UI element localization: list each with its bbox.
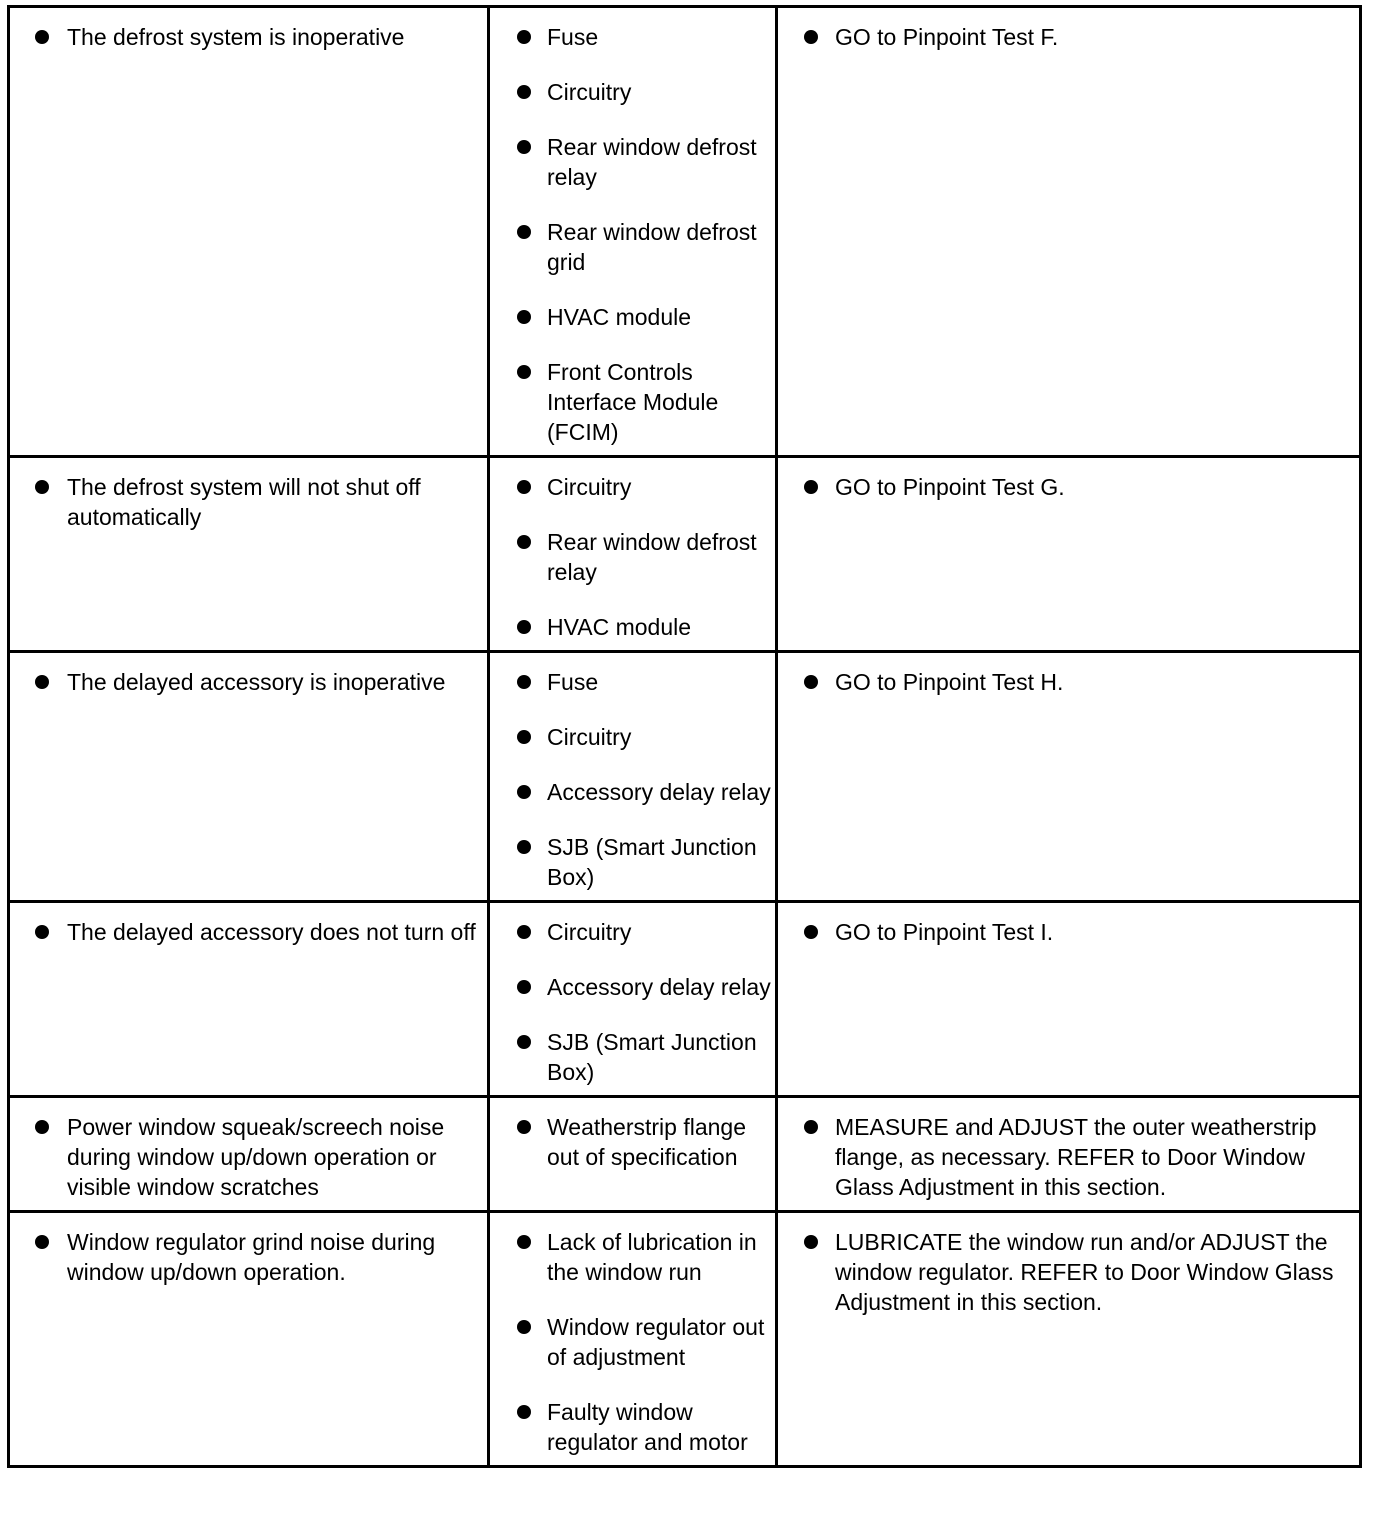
bullet-icon	[517, 225, 531, 239]
list-item	[490, 917, 775, 947]
table-row	[9, 1212, 1361, 1467]
table-row	[9, 652, 1361, 902]
bullet-icon	[517, 1235, 531, 1249]
bullet-list	[10, 917, 487, 947]
list-item-text: Rear window defrost relay	[547, 134, 757, 190]
list-item-text: HVAC module	[547, 304, 692, 330]
list-item-text: Circuitry	[547, 474, 632, 500]
bullet-icon	[517, 30, 531, 44]
list-item	[490, 357, 775, 447]
table-body	[9, 7, 1361, 1467]
table-row	[9, 902, 1361, 1097]
possible-sources-cell	[489, 902, 777, 1097]
bullet-list	[10, 1227, 487, 1287]
bullet-icon	[35, 675, 49, 689]
list-item-text: GO to Pinpoint Test H.	[835, 669, 1064, 695]
list-item-text: SJB (Smart Junction Box)	[547, 834, 757, 890]
bullet-list	[490, 917, 775, 1087]
list-item-text: Power window squeak/screech noise during window up/down operation or visible window scratches	[67, 1114, 445, 1200]
list-item	[490, 217, 775, 277]
bullet-icon	[35, 1235, 49, 1249]
bullet-list	[490, 22, 775, 447]
list-item-text: Circuitry	[547, 919, 632, 945]
bullet-icon	[517, 925, 531, 939]
list-item	[778, 472, 1359, 502]
table-row	[9, 7, 1361, 457]
list-item	[490, 1112, 775, 1172]
list-item	[778, 917, 1359, 947]
list-item	[490, 667, 775, 697]
bullet-icon	[517, 365, 531, 379]
list-item	[490, 1397, 775, 1457]
list-item-text: Accessory delay relay	[547, 779, 771, 805]
list-item-text: Accessory delay relay	[547, 974, 771, 1000]
bullet-icon	[35, 30, 49, 44]
symptom-cell	[9, 902, 489, 1097]
action-cell	[777, 457, 1361, 652]
bullet-icon	[517, 980, 531, 994]
bullet-list	[778, 472, 1359, 502]
list-item	[490, 832, 775, 892]
list-item	[778, 22, 1359, 52]
list-item	[490, 972, 775, 1002]
bullet-icon	[35, 1120, 49, 1134]
possible-sources-cell	[489, 457, 777, 652]
list-item-text: Weatherstrip flange out of specification	[547, 1114, 747, 1170]
list-item	[778, 1227, 1359, 1317]
bullet-icon	[35, 480, 49, 494]
list-item-text: Front Controls Interface Module (FCIM)	[547, 359, 719, 445]
list-item	[490, 777, 775, 807]
bullet-icon	[804, 675, 818, 689]
table-row	[9, 1097, 1361, 1212]
bullet-list	[10, 22, 487, 52]
bullet-icon	[804, 1235, 818, 1249]
list-item	[10, 917, 487, 947]
bullet-list	[10, 667, 487, 697]
bullet-icon	[804, 1120, 818, 1134]
list-item	[10, 22, 487, 52]
list-item	[490, 1027, 775, 1087]
list-item-text: The defrost system will not shut off automatically	[67, 474, 421, 530]
list-item	[490, 132, 775, 192]
bullet-list	[490, 1227, 775, 1457]
list-item-text: LUBRICATE the window run and/or ADJUST the window regulator. REFER to Door Window Glass Adjustment in this section.	[835, 1229, 1334, 1315]
list-item	[10, 472, 487, 532]
bullet-icon	[517, 310, 531, 324]
list-item-text: GO to Pinpoint Test G.	[835, 474, 1065, 500]
list-item	[490, 722, 775, 752]
list-item	[778, 667, 1359, 697]
list-item	[490, 1227, 775, 1287]
list-item-text: Fuse	[547, 24, 599, 50]
list-item-text: Rear window defrost grid	[547, 219, 757, 275]
list-item-text: MEASURE and ADJUST the outer weatherstrip flange, as necessary. REFER to Door Window Glass Adjustment in this section.	[835, 1114, 1317, 1200]
list-item-text: Rear window defrost relay	[547, 529, 757, 585]
list-item-text: GO to Pinpoint Test I.	[835, 919, 1054, 945]
list-item	[10, 1227, 487, 1287]
list-item-text: Circuitry	[547, 79, 632, 105]
possible-sources-cell	[489, 652, 777, 902]
list-item-text: The defrost system is inoperative	[67, 24, 405, 50]
bullet-icon	[517, 85, 531, 99]
list-item-text: HVAC module	[547, 614, 692, 640]
symptom-cell	[9, 7, 489, 457]
symptom-chart-table	[7, 5, 1362, 1468]
bullet-icon	[517, 840, 531, 854]
action-cell	[777, 902, 1361, 1097]
action-cell	[777, 652, 1361, 902]
symptom-cell	[9, 1212, 489, 1467]
bullet-list	[490, 1112, 775, 1172]
list-item-text: The delayed accessory is inoperative	[67, 669, 446, 695]
list-item	[10, 1112, 487, 1202]
list-item	[10, 667, 487, 697]
bullet-icon	[517, 1320, 531, 1334]
symptom-cell	[9, 652, 489, 902]
list-item-text: Fuse	[547, 669, 599, 695]
bullet-icon	[517, 1035, 531, 1049]
bullet-list	[10, 1112, 487, 1202]
bullet-icon	[517, 620, 531, 634]
bullet-icon	[517, 675, 531, 689]
list-item	[490, 22, 775, 52]
bullet-list	[778, 1112, 1359, 1202]
bullet-icon	[804, 480, 818, 494]
bullet-icon	[517, 140, 531, 154]
bullet-list	[778, 1227, 1359, 1317]
possible-sources-cell	[489, 1212, 777, 1467]
list-item-text: Window regulator grind noise during window up/down operation.	[67, 1229, 436, 1285]
bullet-list	[778, 917, 1359, 947]
list-item	[490, 302, 775, 332]
list-item	[778, 1112, 1359, 1202]
bullet-icon	[517, 1120, 531, 1134]
list-item-text: The delayed accessory does not turn off	[67, 919, 476, 945]
list-item	[490, 77, 775, 107]
bullet-icon	[517, 480, 531, 494]
bullet-icon	[517, 730, 531, 744]
list-item-text: SJB (Smart Junction Box)	[547, 1029, 757, 1085]
possible-sources-cell	[489, 1097, 777, 1212]
list-item	[490, 472, 775, 502]
bullet-icon	[35, 925, 49, 939]
action-cell	[777, 1097, 1361, 1212]
bullet-icon	[517, 1405, 531, 1419]
bullet-list	[778, 22, 1359, 52]
list-item	[490, 612, 775, 642]
action-cell	[777, 1212, 1361, 1467]
possible-sources-cell	[489, 7, 777, 457]
bullet-icon	[804, 925, 818, 939]
action-cell	[777, 7, 1361, 457]
bullet-list	[778, 667, 1359, 697]
bullet-list	[10, 472, 487, 532]
table-row	[9, 457, 1361, 652]
symptom-cell	[9, 457, 489, 652]
bullet-list	[490, 667, 775, 892]
list-item-text: Faulty window regulator and motor	[547, 1399, 748, 1455]
bullet-list	[490, 472, 775, 642]
list-item-text: Circuitry	[547, 724, 632, 750]
symptom-cell	[9, 1097, 489, 1212]
list-item-text: GO to Pinpoint Test F.	[835, 24, 1059, 50]
list-item	[490, 1312, 775, 1372]
list-item-text: Window regulator out of adjustment	[547, 1314, 765, 1370]
bullet-icon	[517, 785, 531, 799]
list-item	[490, 527, 775, 587]
bullet-icon	[517, 535, 531, 549]
bullet-icon	[804, 30, 818, 44]
list-item-text: Lack of lubrication in the window run	[547, 1229, 757, 1285]
